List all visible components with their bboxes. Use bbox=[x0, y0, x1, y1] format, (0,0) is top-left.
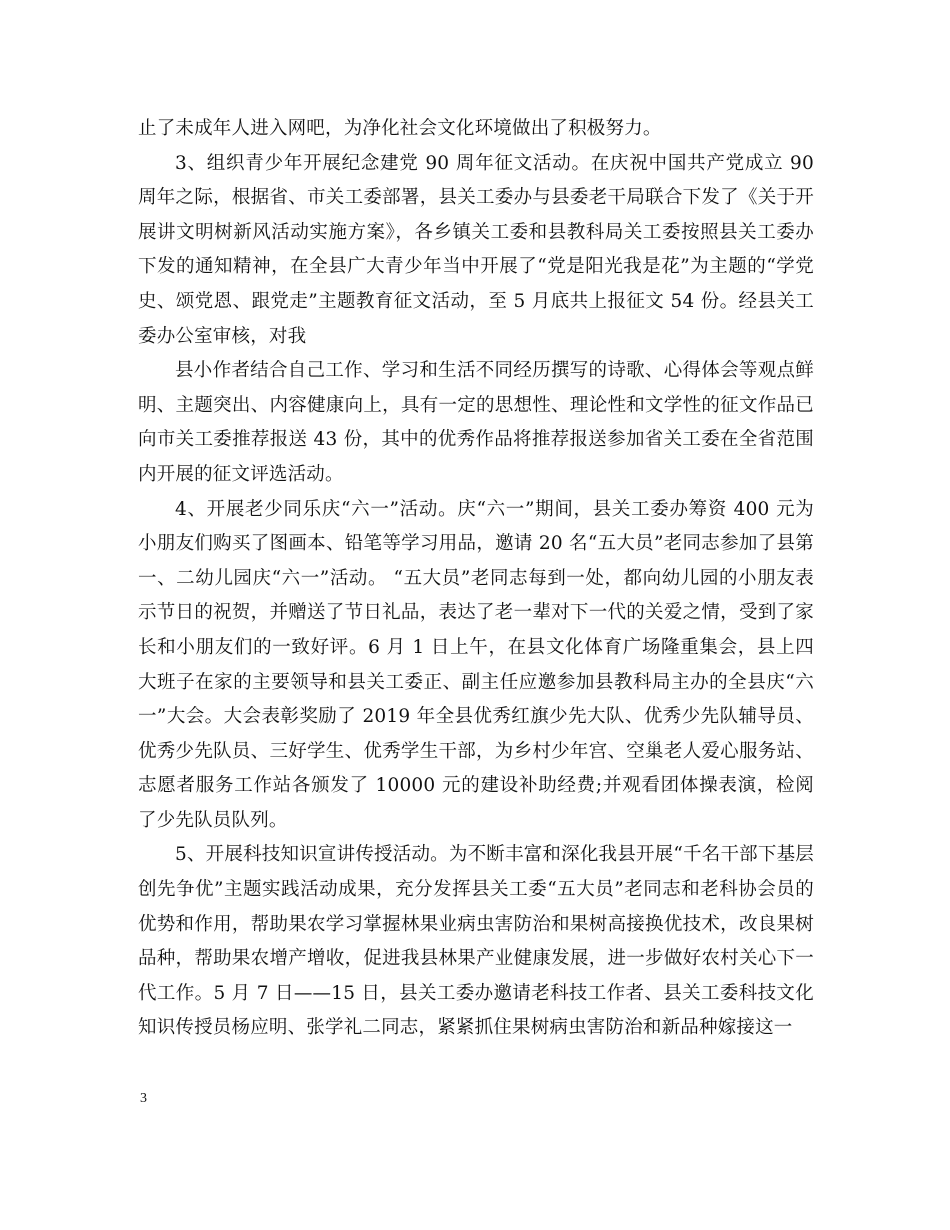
page-number: 3 bbox=[140, 1091, 147, 1106]
paragraph-item-3: 3、组织青少年开展纪念建党 90 周年征文活动。在庆祝中国共产党成立 90 周年之际，根据省、市关工委部署，县关工委办与县委老干局联合下发了《关于开展讲文明树新风活动实施方案》，各乡镇关工委和县教科局关工委按照县关工委办下发的通知精神，在全县广大青少年当中开展了“党是阳光我是花”为主题的“学党史、颂党恩、跟党走”主题教育征文活动，至 5 月底共上报征文 54 份。经县关工委办公室审核，对我 bbox=[138, 152, 814, 347]
paragraph-item-4: 4、开展老少同乐庆“六一”活动。庆“六一”期间，县关工委办筹资 400 元为小朋友们购买了图画本、铅笔等学习用品，邀请 20 名“五大员”老同志参加了县第一、二幼儿园庆“六一”活动。 “五大员”老同志每到一处，都向幼儿园的小朋友表示节日的祝贺，并赠送了节日礼品，表达了老一辈对下一代的关爱之情，受到了家长和小朋友们的一致好评。6 月 1 日上午，在县文化体育广场隆重集会，县上四大班子在家的主要领导和县关工委正、副主任应邀参加县教科局主办的全县庆“六一”大会。大会表彰奖励了 2019 年全县优秀红旗少先大队、优秀少先队辅导员、优秀少先队员、三好学生、优秀学生干部，为乡村少年宫、空巢老人爱心服务站、志愿者服务工作站各颁发了 10000 元的建设补助经费;并观看团体操表演，检阅了少先队员队列。 bbox=[138, 498, 814, 831]
paragraph-item-5: 5、开展科技知识宣讲传授活动。为不断丰富和深化我县开展“千名干部下基层创先争优”主题实践活动成果，充分发挥县关工委“五大员”老同志和老科协会员的优势和作用，帮助果农学习掌握林果业病虫害防治和果树高接换优技术，改良果树品种，帮助果农增产增收，促进我县林果产业健康发展，进一步做好农村关心下一代工作。5 月 7 日——15 日，县关工委办邀请老科技工作者、县关工委科技文化知识传授员杨应明、张学礼二同志，紧紧抓住果树病虫害防治和新品种嫁接这一 bbox=[138, 844, 814, 1039]
paragraph-item-3-continued: 县小作者结合自己工作、学习和生活不同经历撰写的诗歌、心得体会等观点鲜明、主题突出、内容健康向上，具有一定的思想性、理论性和文学性的征文作品已向市关工委推荐报送 43 份，其中的优秀作品将推荐报送参加省关工委在全省范围内开展的征文评选活动。 bbox=[138, 360, 814, 485]
paragraph-continuation: 止了未成年人进入网吧，为净化社会文化环境做出了积极努力。 bbox=[138, 118, 662, 139]
body-text bbox=[138, 112, 814, 1046]
